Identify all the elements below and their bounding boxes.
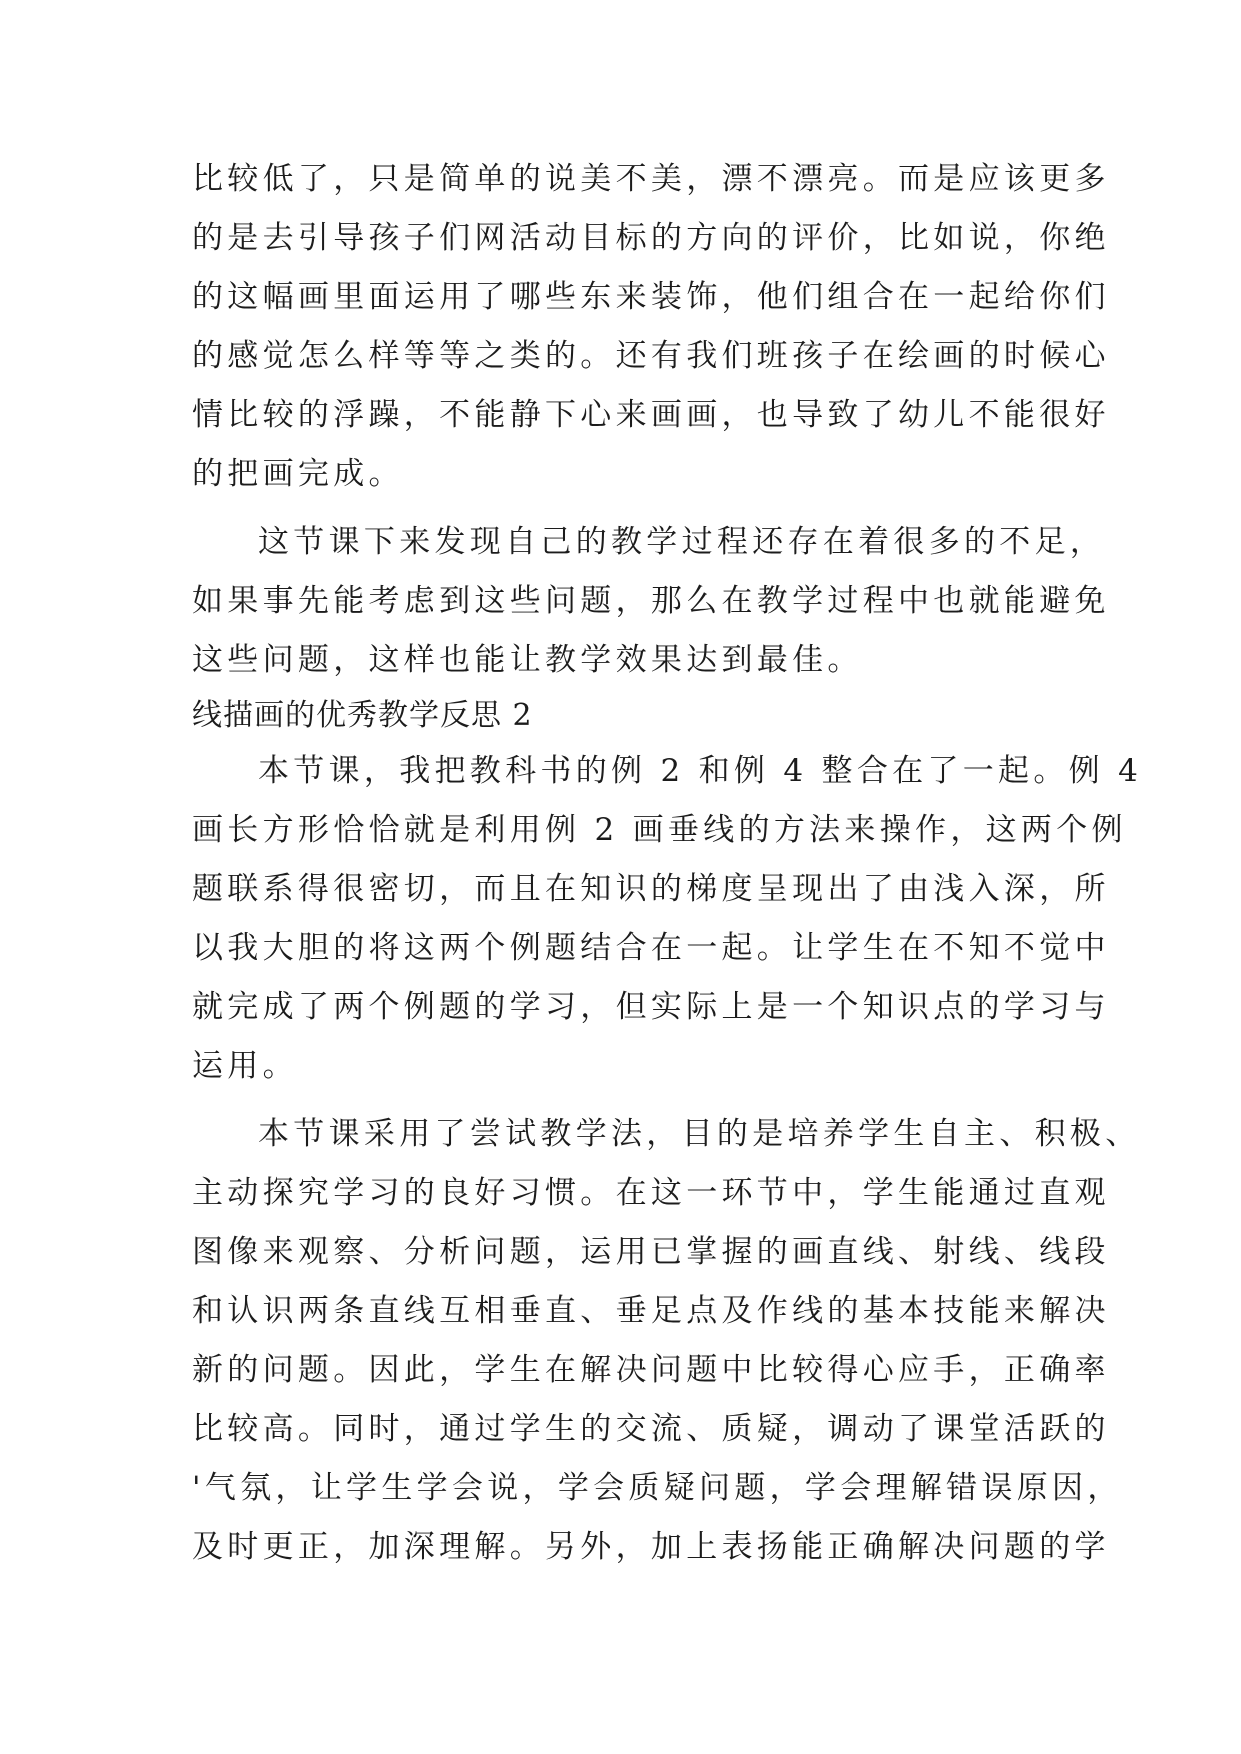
text-line: 画长方形恰恰就是利用例 2 画垂线的方法来操作，这两个例	[192, 812, 1127, 848]
text-line: 主动探究学习的良好习惯。在这一环节中，学生能通过直观	[192, 1175, 1110, 1211]
text-line: 的感觉怎么样等等之类的。还有我们班孩子在绘画的时候心	[192, 338, 1110, 374]
text-line: 这些问题，这样也能让教学效果达到最佳。	[192, 642, 863, 678]
paragraph-1	[192, 150, 1110, 504]
text-line: 和认识两条直线互相垂直、垂足点及作线的基本技能来解决	[192, 1293, 1110, 1329]
text-line: 的是去引导孩子们网活动目标的方向的评价，比如说，你绝	[192, 220, 1110, 256]
text-line: 比较高。同时，通过学生的交流、质疑，调动了课堂活跃的	[192, 1411, 1110, 1447]
text-line: 以我大胆的将这两个例题结合在一起。让学生在不知不觉中	[192, 930, 1110, 966]
section-heading: 线描画的优秀教学反思 2	[192, 698, 533, 733]
text-line: '气氛，让学生学会说，学会质疑问题，学会理解错误原因，	[192, 1470, 1123, 1506]
text-line: 这节课下来发现自己的教学过程还存在着很多的不足，	[258, 524, 1106, 560]
text-line: 运用。	[192, 1048, 298, 1084]
paragraph-2	[192, 513, 1110, 690]
paragraph-4	[192, 1105, 1141, 1577]
text-line: 就完成了两个例题的学习，但实际上是一个知识点的学习与	[192, 989, 1110, 1025]
text-line: 新的问题。因此，学生在解决问题中比较得心应手，正确率	[192, 1352, 1110, 1388]
text-line: 如果事先能考虑到这些问题，那么在教学过程中也就能避免	[192, 583, 1110, 619]
text-line: 比较低了，只是简单的说美不美，漂不漂亮。而是应该更多	[192, 161, 1110, 197]
text-line: 情比较的浮躁，不能静下心来画画，也导致了幼儿不能很好	[192, 397, 1110, 433]
paragraph-3	[192, 742, 1143, 1096]
text-line: 本节课采用了尝试教学法，目的是培养学生自主、积极、	[258, 1116, 1141, 1152]
document-body	[192, 150, 1143, 1577]
text-line: 的这幅画里面运用了哪些东来装饰，他们组合在一起给你们	[192, 279, 1110, 315]
text-line: 题联系得很密切，而且在知识的梯度呈现出了由浅入深，所	[192, 871, 1110, 907]
text-line: 本节课，我把教科书的例 2 和例 4 整合在了一起。例 4	[258, 753, 1143, 789]
text-line: 的把画完成。	[192, 456, 404, 492]
text-line: 及时更正，加深理解。另外，加上表扬能正确解决问题的学	[192, 1529, 1110, 1565]
text-line: 图像来观察、分析问题，运用已掌握的画直线、射线、线段	[192, 1234, 1110, 1270]
